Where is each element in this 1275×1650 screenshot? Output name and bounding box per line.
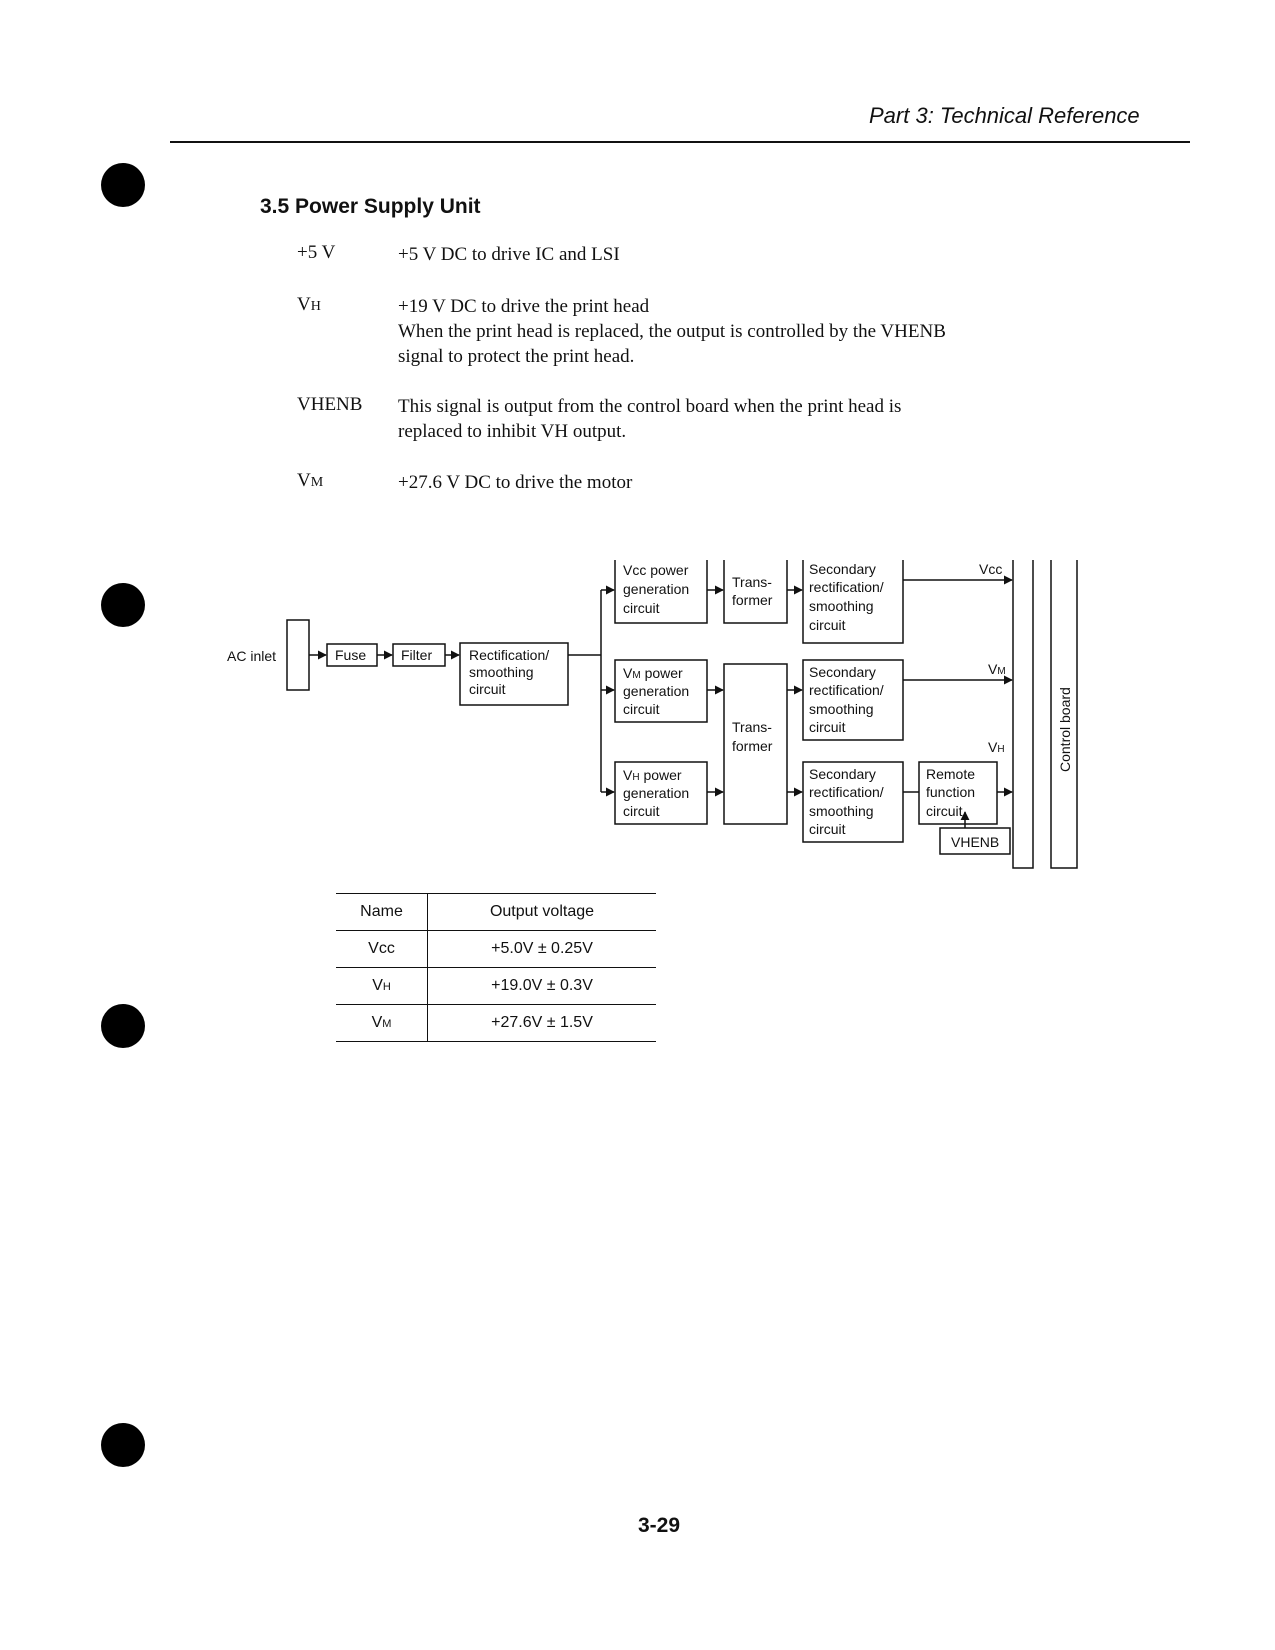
vm-gen-1: VM power (623, 665, 683, 681)
transformer-1-a: Trans- (732, 574, 772, 590)
table-header-row (336, 894, 656, 931)
vm-out-label: VM (988, 661, 1006, 677)
cell-name: VM (336, 1005, 428, 1042)
sec1-2: rectification/ (809, 579, 884, 595)
punch-hole-1 (101, 163, 145, 207)
table-row (336, 1005, 656, 1042)
punch-hole-3 (101, 1004, 145, 1048)
desc-line: replaced to inhibit VH output. (398, 421, 627, 442)
ac-inlet-label: AC inlet (227, 648, 277, 664)
table-row (336, 968, 656, 1005)
vh-gen-2: generation (623, 785, 690, 801)
header-rule (170, 141, 1190, 143)
cell-name: Vcc (336, 931, 428, 968)
cell-name: VH (336, 968, 428, 1005)
power-supply-block-diagram (225, 560, 1085, 880)
remote-2: function (926, 784, 976, 800)
transformer-2-b: former (732, 738, 773, 754)
control-board-label: Control board (1057, 687, 1073, 772)
sec2-1: Secondary (809, 664, 876, 680)
term-5v: +5 V (297, 242, 336, 263)
sec2-2: rectification/ (809, 682, 884, 698)
output-voltage-table (336, 893, 656, 1042)
term-vm: VM (297, 470, 324, 491)
section-title: 3.5 Power Supply Unit (260, 195, 481, 218)
desc-vm (398, 470, 632, 495)
desc-vh (398, 294, 946, 369)
vm-gen-2: generation (623, 683, 690, 699)
running-header: Part 3: Technical Reference (869, 103, 1140, 128)
sec1-4: circuit (809, 617, 846, 633)
vm-gen-3: circuit (623, 701, 660, 717)
header-name: Name (336, 894, 428, 931)
sec3-2: rectification/ (809, 784, 884, 800)
desc-line: When the print head is replaced, the output is controlled by the VHENB (398, 321, 946, 342)
punch-hole-4 (101, 1423, 145, 1467)
desc-line: This signal is output from the control board when the print head is (398, 396, 902, 417)
rect-label-3: circuit (469, 681, 506, 697)
vcc-out-label: Vcc (979, 561, 1003, 577)
fuse-label: Fuse (335, 647, 367, 663)
remote-1: Remote (926, 766, 976, 782)
cell-voltage: +27.6V ± 1.5V (428, 1005, 657, 1042)
desc-line: +5 V DC to drive IC and LSI (398, 244, 620, 265)
desc-vhenb (398, 394, 901, 444)
vh-gen-1: VH power (623, 767, 682, 783)
sec1-3: smoothing (809, 598, 874, 614)
transformer-2-a: Trans- (732, 719, 772, 735)
vcc-gen-3: circuit (623, 600, 660, 616)
rect-label-2: smoothing (469, 664, 534, 680)
desc-line: signal to protect the print head. (398, 346, 635, 367)
vhenb-label: VHENB (951, 834, 1000, 850)
vh-out-label: VH (988, 739, 1005, 755)
punch-hole-2 (101, 583, 145, 627)
vcc-gen-2: generation (623, 581, 690, 597)
sec2-3: smoothing (809, 701, 874, 717)
sec3-1: Secondary (809, 766, 876, 782)
cell-voltage: +19.0V ± 0.3V (428, 968, 657, 1005)
vh-gen-3: circuit (623, 803, 660, 819)
desc-5v (398, 242, 620, 267)
bus-bar (1013, 560, 1033, 868)
desc-line: +19 V DC to drive the print head (398, 296, 650, 317)
rect-label-1: Rectification/ (469, 647, 550, 663)
header-output-voltage: Output voltage (428, 894, 657, 931)
sec3-3: smoothing (809, 803, 874, 819)
page-number: 3-29 (638, 1514, 681, 1537)
table-row (336, 931, 656, 968)
term-vh: VH (297, 294, 321, 315)
desc-line: +27.6 V DC to drive the motor (398, 472, 633, 493)
filter-label: Filter (401, 647, 433, 663)
transformer-1-b: former (732, 592, 773, 608)
remote-3: circuit (926, 803, 963, 819)
ac-inlet-box (287, 620, 309, 690)
term-vhenb: VHENB (297, 394, 363, 415)
vcc-gen-1: Vcc power (623, 562, 689, 578)
sec2-4: circuit (809, 719, 846, 735)
sec3-4: circuit (809, 821, 846, 837)
sec1-1: Secondary (809, 561, 876, 577)
cell-voltage: +5.0V ± 0.25V (428, 931, 657, 968)
